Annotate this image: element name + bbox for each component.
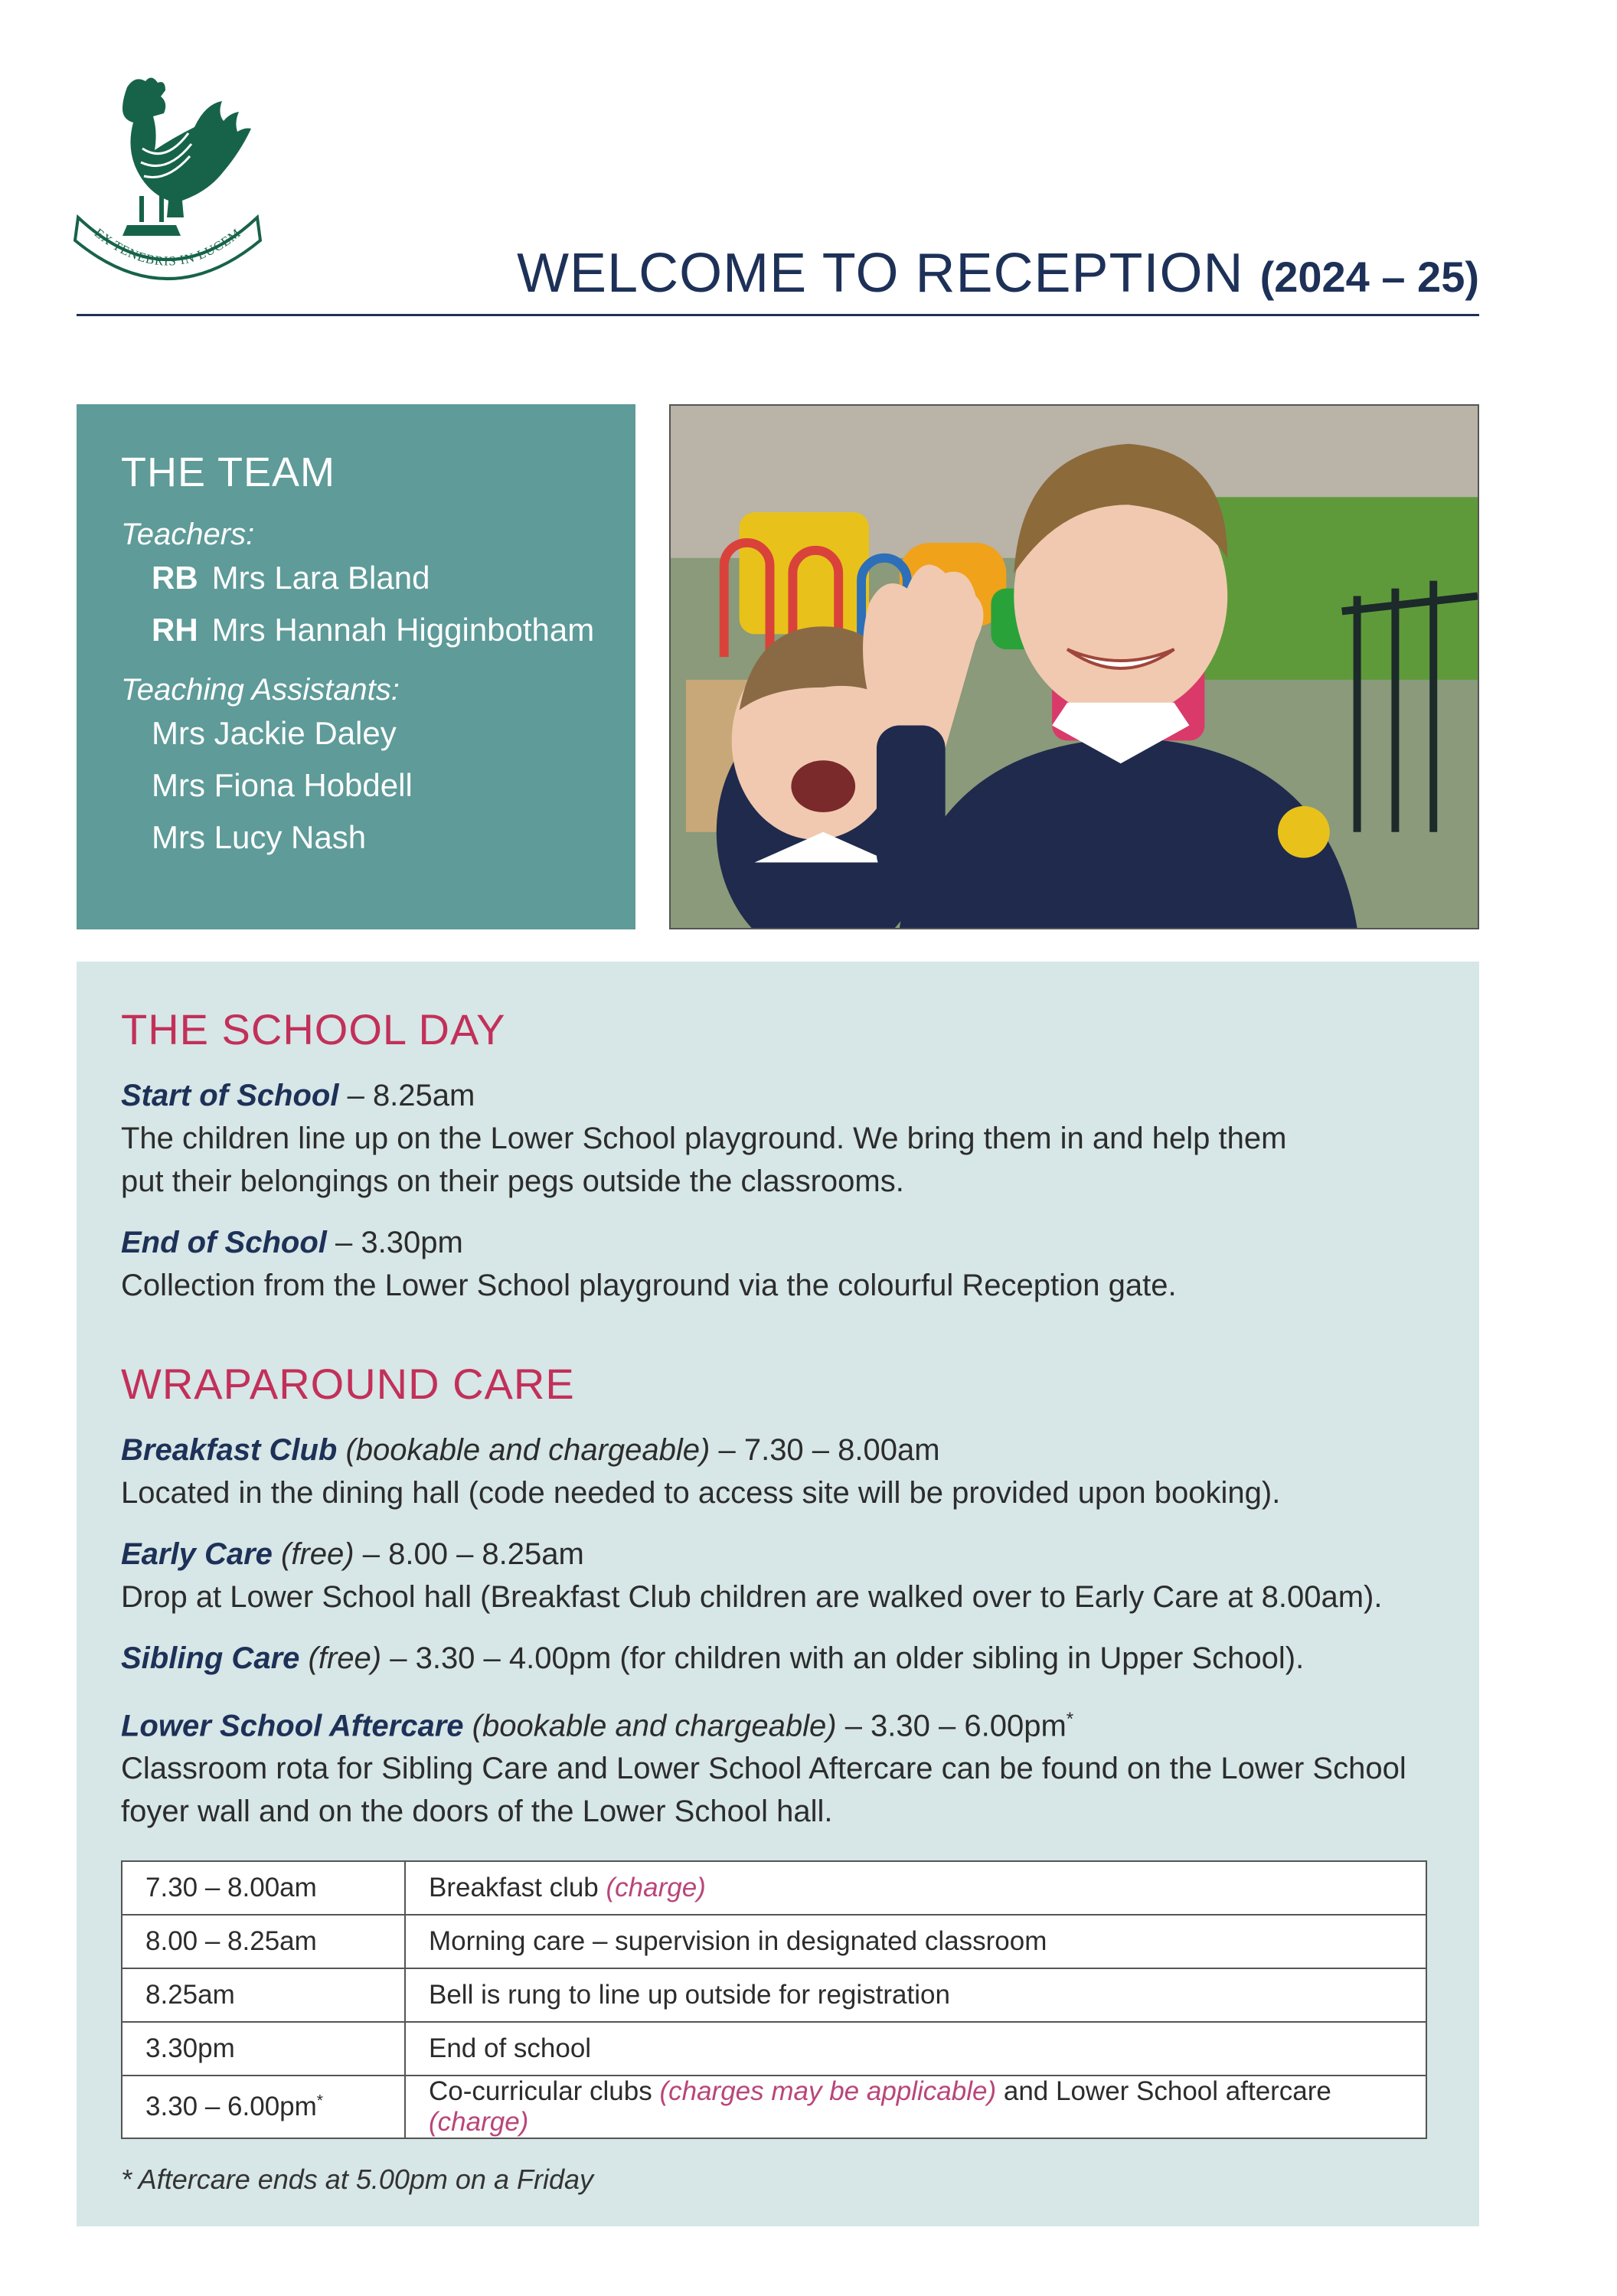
teacher-name: Mrs Lara Bland <box>211 560 430 596</box>
end-text: Collection from the Lower School playground via the colourful Reception gate. <box>121 1269 1177 1302</box>
breakfast-club <box>121 1429 1435 1514</box>
activity-text-after: and Lower School aftercare <box>996 2076 1331 2106</box>
schedule-time: 8.00 – 8.25am <box>122 1915 405 1968</box>
activity-note-2: (charge) <box>429 2107 529 2137</box>
teacher-row <box>152 612 635 648</box>
activity-note: (charges may be applicable) <box>659 2076 997 2106</box>
teacher-row <box>152 560 635 596</box>
title-year: (2024 – 25) <box>1259 253 1479 301</box>
start-of-school <box>121 1074 1435 1203</box>
sibling-time: – 3.30 – 4.00pm (for children with an older sibling in Upper School). <box>390 1641 1305 1675</box>
school-day-heading: THE SCHOOL DAY <box>121 1005 506 1053</box>
assistant-name: Mrs Lucy Nash <box>152 819 367 855</box>
early-text: Drop at Lower School hall (Breakfast Club children are walked over to Early Care at 8.00am). <box>121 1580 1383 1614</box>
schedule-activity: End of school <box>405 2022 1426 2076</box>
start-time: – 8.25am <box>347 1079 475 1112</box>
early-care <box>121 1533 1435 1618</box>
aftercare-text: Classroom rota for Sibling Care and Lower School Aftercare can be found on the Lower School foyer wall and on the doors of the Lower School hall. <box>121 1752 1406 1829</box>
sibling-note: (free) <box>308 1641 382 1675</box>
table-row <box>122 1968 1426 2022</box>
schedule-activity <box>405 2076 1426 2138</box>
schedule-time: 3.30 – 6.00pm <box>145 2092 317 2121</box>
table-row <box>122 2022 1426 2076</box>
schedule-activity <box>405 1861 1426 1915</box>
schedule-table <box>121 1860 1427 2139</box>
teachers-label: Teachers: <box>121 518 255 551</box>
activity-text: Co-curricular clubs <box>429 2076 660 2106</box>
team-panel <box>77 404 635 929</box>
schedule-asterisk: * <box>316 2092 323 2110</box>
children-photo <box>669 404 1479 929</box>
aftercare-note: (bookable and chargeable) <box>472 1709 837 1743</box>
sibling-label: Sibling Care <box>121 1641 300 1675</box>
team-heading: THE TEAM <box>121 449 336 495</box>
activity-text: Breakfast club <box>429 1873 606 1902</box>
assistants-label: Teaching Assistants: <box>121 673 400 707</box>
assistant-name: Mrs Fiona Hobdell <box>152 767 413 803</box>
end-label: End of School <box>121 1226 327 1259</box>
aftercare-asterisk: * <box>1066 1709 1074 1729</box>
early-label: Early Care <box>121 1537 273 1571</box>
breakfast-label: Breakfast Club <box>121 1433 338 1467</box>
early-note: (free) <box>281 1537 354 1571</box>
info-panel <box>77 962 1479 2226</box>
teacher-code: RB <box>152 560 198 596</box>
header-divider <box>77 314 1479 316</box>
schedule-activity: Morning care – supervision in designated classroom <box>405 1915 1426 1968</box>
schedule-time: 8.25am <box>122 1968 405 2022</box>
aftercare-label: Lower School Aftercare <box>121 1709 464 1743</box>
school-crest-logo <box>74 72 262 302</box>
teacher-code: RH <box>152 612 198 648</box>
breakfast-note: (bookable and chargeable) <box>345 1433 710 1467</box>
teacher-name: Mrs Hannah Higginbotham <box>211 612 595 648</box>
page-title <box>459 242 1479 305</box>
title-text: WELCOME TO RECEPTION <box>517 243 1244 304</box>
aftercare-time: – 3.30 – 6.00pm <box>844 1709 1067 1743</box>
aftercare-footnote: * Aftercare ends at 5.00pm on a Friday <box>121 2164 593 2195</box>
crest-motto: EX TENEBRIS IN LUCEM <box>91 225 244 269</box>
assistant-name: Mrs Jackie Daley <box>152 715 397 751</box>
schedule-activity: Bell is rung to line up outside for registration <box>405 1968 1426 2022</box>
table-row <box>122 1915 1426 1968</box>
schedule-time-cell <box>122 2076 405 2138</box>
schedule-time: 3.30pm <box>122 2022 405 2076</box>
table-row <box>122 1861 1426 1915</box>
breakfast-text: Located in the dining hall (code needed to access site will be provided upon booking). <box>121 1476 1281 1510</box>
early-time: – 8.00 – 8.25am <box>362 1537 584 1571</box>
activity-note: (charge) <box>606 1873 706 1902</box>
start-text: The children line up on the Lower School playground. We bring them in and help them put their belongings on their pegs outside the classrooms. <box>121 1122 1287 1198</box>
breakfast-time: – 7.30 – 8.00am <box>718 1433 940 1467</box>
wraparound-heading: WRAPAROUND CARE <box>121 1360 575 1408</box>
sibling-care <box>121 1637 1435 1680</box>
end-of-school <box>121 1221 1435 1307</box>
schedule-time: 7.30 – 8.00am <box>122 1861 405 1915</box>
start-label: Start of School <box>121 1079 339 1112</box>
lower-school-aftercare <box>121 1698 1435 1833</box>
table-row <box>122 2076 1426 2138</box>
end-time: – 3.30pm <box>335 1226 463 1259</box>
